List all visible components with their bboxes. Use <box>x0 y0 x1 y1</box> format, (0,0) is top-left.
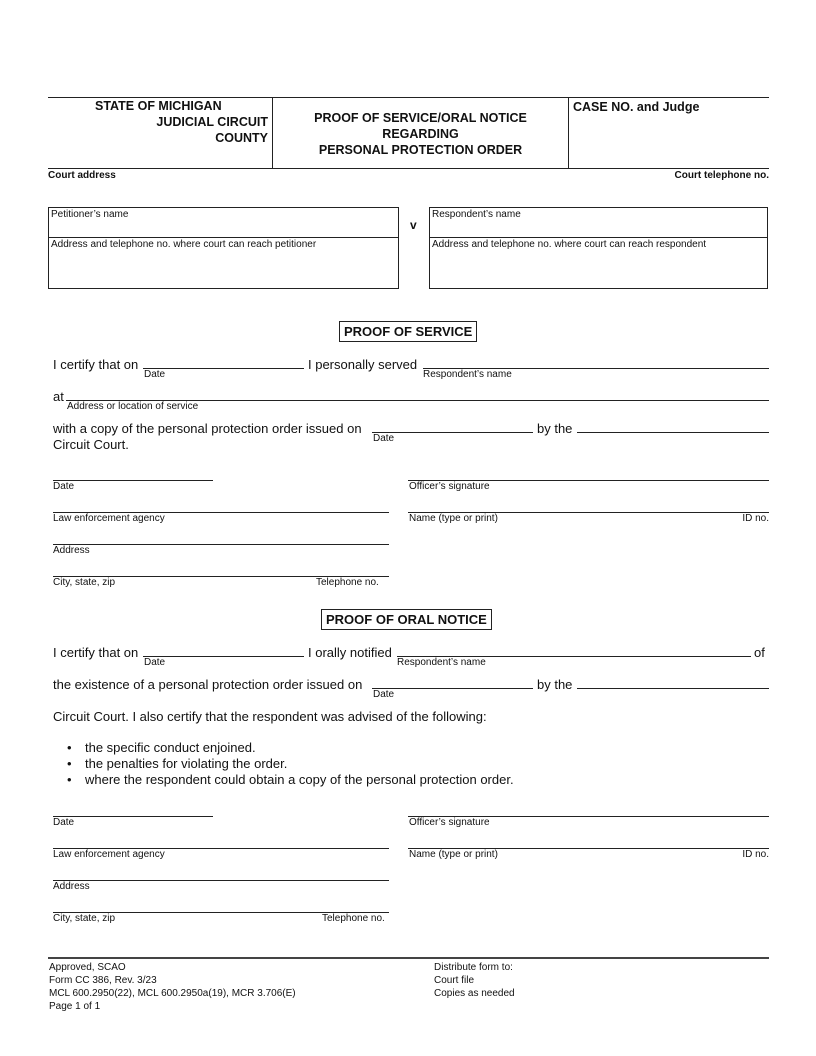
pon-of-text: of <box>754 645 765 660</box>
pos-sig-date-label: Date <box>53 481 75 492</box>
pos-copy-text: with a copy of the personal protection order issued on <box>53 421 362 436</box>
pos-officer-address-label: Address <box>53 545 90 556</box>
petitioner-address-field[interactable]: Address and telephone no. where court can reach petitioner <box>51 239 317 250</box>
pos-issued-date-label: Date <box>373 433 395 444</box>
pon-officer-address-line[interactable] <box>53 880 389 881</box>
court-address-label: Court address <box>48 170 116 181</box>
pon-city-label: City, state, zip <box>53 913 116 924</box>
list-item: • where the respondent could obtain a copy of the personal protection order. <box>53 772 753 788</box>
pos-officer-address-line[interactable] <box>53 544 389 545</box>
pon-name-label: Name (type or print) <box>409 849 498 860</box>
proof-of-oral-notice-heading: PROOF OF ORAL NOTICE <box>321 609 492 630</box>
pos-respondent-label: Respondent’s name <box>423 369 512 380</box>
footer-rule <box>48 957 769 959</box>
pon-court-line[interactable] <box>577 688 769 689</box>
pon-id-label: ID no. <box>742 849 769 860</box>
pon-by-the-text: by the <box>537 677 573 692</box>
pos-telephone-label: Telephone no. <box>316 577 379 588</box>
pos-at-text: at <box>53 389 64 404</box>
pon-sig-date-line[interactable] <box>53 816 213 817</box>
footer-approved: Approved, SCAO <box>49 962 126 973</box>
county-label: COUNTY <box>215 131 268 145</box>
pos-city-label: City, state, zip <box>53 577 116 588</box>
pon-certify-text: I certify that on <box>53 645 139 660</box>
form-title-line1: PROOF OF SERVICE/ORAL NOTICE <box>314 111 527 125</box>
footer-form-number: Form CC 386, Rev. 3/23 <box>49 975 157 986</box>
pos-agency-label: Law enforcement agency <box>53 513 165 524</box>
pon-respondent-label: Respondent’s name <box>397 657 486 668</box>
pos-circuit-court-text: Circuit Court. <box>53 437 129 452</box>
pos-sig-date-line[interactable] <box>53 480 213 481</box>
pon-officer-address-label: Address <box>53 881 90 892</box>
pon-agency-label: Law enforcement agency <box>53 849 165 860</box>
pos-address-label: Address or location of service <box>67 401 199 412</box>
pon-officer-sig-label: Officer’s signature <box>409 817 490 828</box>
pon-telephone-label: Telephone no. <box>322 913 385 924</box>
petitioner-divider <box>48 237 399 238</box>
pos-court-line[interactable] <box>577 432 769 433</box>
list-item: • the penalties for violating the order. <box>53 756 753 772</box>
list-item: • the specific conduct enjoined. <box>53 740 753 756</box>
form-title-line3: PERSONAL PROTECTION ORDER <box>318 143 523 157</box>
footer-copies: Copies as needed <box>434 988 515 999</box>
state-name: STATE OF MICHIGAN <box>95 99 222 113</box>
respondent-divider <box>429 237 768 238</box>
pos-certify-text: I certify that on <box>53 357 139 372</box>
court-telephone-label: Court telephone no. <box>674 170 769 181</box>
footer-court-file: Court file <box>434 975 475 986</box>
header-top-rule <box>48 97 769 98</box>
pon-date-line[interactable] <box>143 656 304 657</box>
header-divider-right <box>568 97 569 168</box>
case-number-field[interactable]: CASE NO. and Judge <box>573 100 700 114</box>
pon-date-label: Date <box>144 657 166 668</box>
versus-label: v <box>410 218 417 232</box>
pon-existence-text: the existence of a personal protection order issued on <box>53 677 363 692</box>
pon-notified-text: I orally notified <box>308 645 392 660</box>
pos-date-line[interactable] <box>143 368 304 369</box>
footer-page-number: Page 1 of 1 <box>49 1001 101 1012</box>
respondent-address-field[interactable]: Address and telephone no. where court can reach respondent <box>432 239 707 250</box>
pos-served-text: I personally served <box>308 357 418 372</box>
pon-advised-text: Circuit Court. I also certify that the respondent was advised of the following: <box>53 709 487 724</box>
pon-issued-date-label: Date <box>373 689 395 700</box>
petitioner-name-field[interactable]: Petitioner’s name <box>51 209 129 220</box>
pos-issued-date-line[interactable] <box>372 432 533 433</box>
footer-statutes: MCL 600.2950(22), MCL 600.2950a(19), MCR 3.706(E) <box>49 988 296 999</box>
judicial-circuit-label: JUDICIAL CIRCUIT <box>156 115 268 129</box>
header-bottom-rule <box>48 168 769 169</box>
pos-id-label: ID no. <box>742 513 769 524</box>
pon-issued-date-line[interactable] <box>372 688 533 689</box>
pos-by-the-text: by the <box>537 421 573 436</box>
pos-name-label: Name (type or print) <box>409 513 498 524</box>
respondent-name-field[interactable]: Respondent’s name <box>432 209 521 220</box>
pos-date-label: Date <box>144 369 166 380</box>
proof-of-service-heading: PROOF OF SERVICE <box>339 321 477 342</box>
form-title-line2: REGARDING <box>382 127 459 141</box>
pon-advisement-list <box>53 740 753 788</box>
pon-sig-date-label: Date <box>53 817 75 828</box>
pos-officer-sig-label: Officer’s signature <box>409 481 490 492</box>
footer-distribute: Distribute form to: <box>434 962 513 973</box>
